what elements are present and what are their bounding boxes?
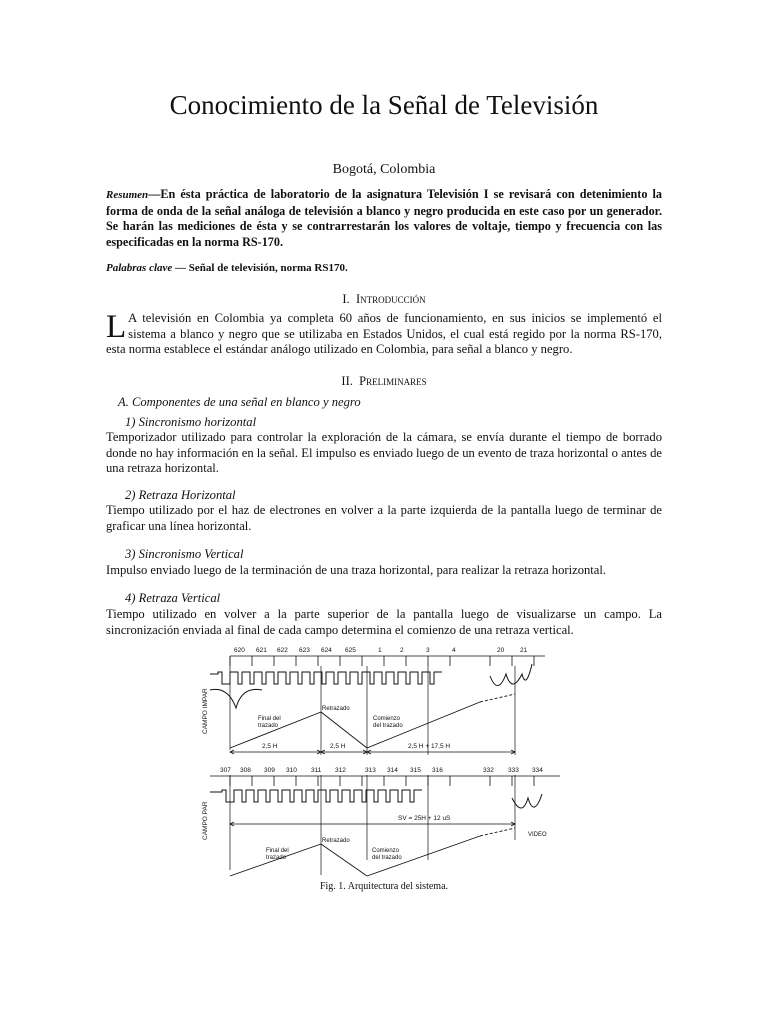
section-number: II. (341, 374, 353, 388)
line-number: 625 (345, 647, 356, 654)
line-number: 1 (378, 647, 382, 654)
section-title: Introducción (355, 292, 426, 306)
line-number: 307 (220, 767, 231, 774)
affiliation: Bogotá, Colombia (332, 162, 436, 177)
subsubsection-4-heading: 4) Retraza Vertical (125, 591, 221, 605)
line-number: 314 (387, 767, 398, 774)
subsubsection-3-heading: 3) Sincronismo Vertical (125, 547, 244, 561)
line-number: 309 (264, 767, 275, 774)
keywords (106, 262, 662, 274)
video-label: VIDEO (528, 832, 547, 838)
line-number: 623 (299, 647, 310, 654)
line-number: 311 (311, 767, 322, 774)
line-number: 620 (234, 647, 245, 654)
paragraph-retraza-horizontal: Tiempo utilizado por el haz de electrones en volver a la parte izquierda de la pantalla luego de terminar de graficar una línea horizontal. (106, 503, 662, 533)
section-heading-introduccion (0, 292, 768, 307)
section-title: Preliminares (359, 374, 427, 388)
line-number: 2 (400, 647, 404, 654)
campo-par-label: CAMPO PAR (202, 801, 209, 840)
comienzo-label: Comienzo (372, 848, 400, 854)
line-number: 621 (256, 647, 267, 654)
line-number: 334 (532, 767, 543, 774)
line-number: 21 (520, 647, 528, 654)
subsubsection-1-heading: 1) Sincronismo horizontal (125, 415, 257, 429)
drop-cap: L (106, 309, 127, 345)
line-number: 3 (426, 647, 430, 654)
campo-impar-label: CAMPO IMPAR (202, 688, 209, 734)
subsection-a-heading: A. Componentes de una señal en blanco y negro (118, 395, 361, 409)
intro-text: A televisión en Colombia ya completa 60 años de funcionamiento, en sus inicios se implementó el sistema a blanco y negro que se utilizaba en Estados Unidos, el cual está regido por la norma RS-170, esta norma establece el estándar análogo utilizado en Colombia, para señal a blanco y negro. (106, 311, 662, 357)
line-number: 624 (321, 647, 332, 654)
retrazado-label: Retrazado (322, 838, 350, 844)
figure-caption: Fig. 1. Arquitectura del sistema. (319, 881, 449, 892)
tv-signal-timing-diagram (190, 640, 582, 880)
intro-paragraph (106, 311, 662, 358)
line-number: 20 (497, 647, 505, 654)
final-del-label: Final del (266, 848, 289, 854)
trazado-label: trazado (266, 855, 287, 861)
del-trazado-label: del trazado (373, 723, 403, 729)
keywords-lead: Palabras clave (106, 262, 173, 274)
line-number: 333 (508, 767, 519, 774)
line-number: 622 (277, 647, 288, 654)
line-number: 310 (286, 767, 297, 774)
line-number: 332 (483, 767, 494, 774)
dimension-label: 2,5 H (330, 743, 346, 750)
line-number: 308 (240, 767, 251, 774)
sv-label: SV = 25H + 12 uS (398, 815, 451, 822)
retrazado-label: Retrazado (322, 706, 350, 712)
keywords-text: — Señal de televisión, norma RS170. (172, 262, 348, 274)
trazado-label: trazado (258, 723, 279, 729)
comienzo-label: Comienzo (373, 716, 401, 722)
abstract-lead: Resumen (106, 189, 149, 201)
section-heading-preliminares (0, 374, 768, 389)
paper-title: Conocimiento de la Señal de Televisión (169, 90, 599, 120)
del-trazado-label: del trazado (372, 855, 402, 861)
abstract-text: —En ésta práctica de laboratorio de la asignatura Televisión I se revisará con detenimiento la forma de onda de la señal análoga de televisión a blanco y negro producida en este caso por un generador. Se harán las mediciones de ésta y se contrarrestarán los valores de voltaje, tiempo y frecuencia con las especificadas en la norma RS-170. (106, 187, 662, 249)
abstract (106, 187, 662, 250)
subsubsection-2-heading: 2) Retraza Horizontal (125, 488, 236, 502)
dimension-label: 2,5 H + 17,5 H (408, 743, 451, 750)
final-del-label: Final del (258, 716, 281, 722)
line-number: 313 (365, 767, 376, 774)
line-number: 316 (432, 767, 443, 774)
line-number: 315 (410, 767, 421, 774)
line-number: 4 (452, 647, 456, 654)
paragraph-sincronismo-vertical: Impulso enviado luego de la terminación de una traza horizontal, para realizar la retraza horizontal. (106, 563, 607, 577)
paragraph-sincronismo-horizontal: Temporizador utilizado para controlar la exploración de la cámara, se envía durante el tiempo de borrado donde no hay información en la señal. El impulso es enviado luego de un evento de traza horizontal o antes de una retraza horizontal. (106, 430, 662, 476)
dimension-label: 2,5 H (262, 743, 278, 750)
line-number: 312 (335, 767, 346, 774)
section-number: I. (342, 292, 350, 306)
paragraph-retraza-vertical: Tiempo utilizado en volver a la parte superior de la pantalla luego de visualizarse un campo. La sincronización enviada al final de cada campo determina el comienzo de una retraza vertical. (106, 607, 662, 637)
